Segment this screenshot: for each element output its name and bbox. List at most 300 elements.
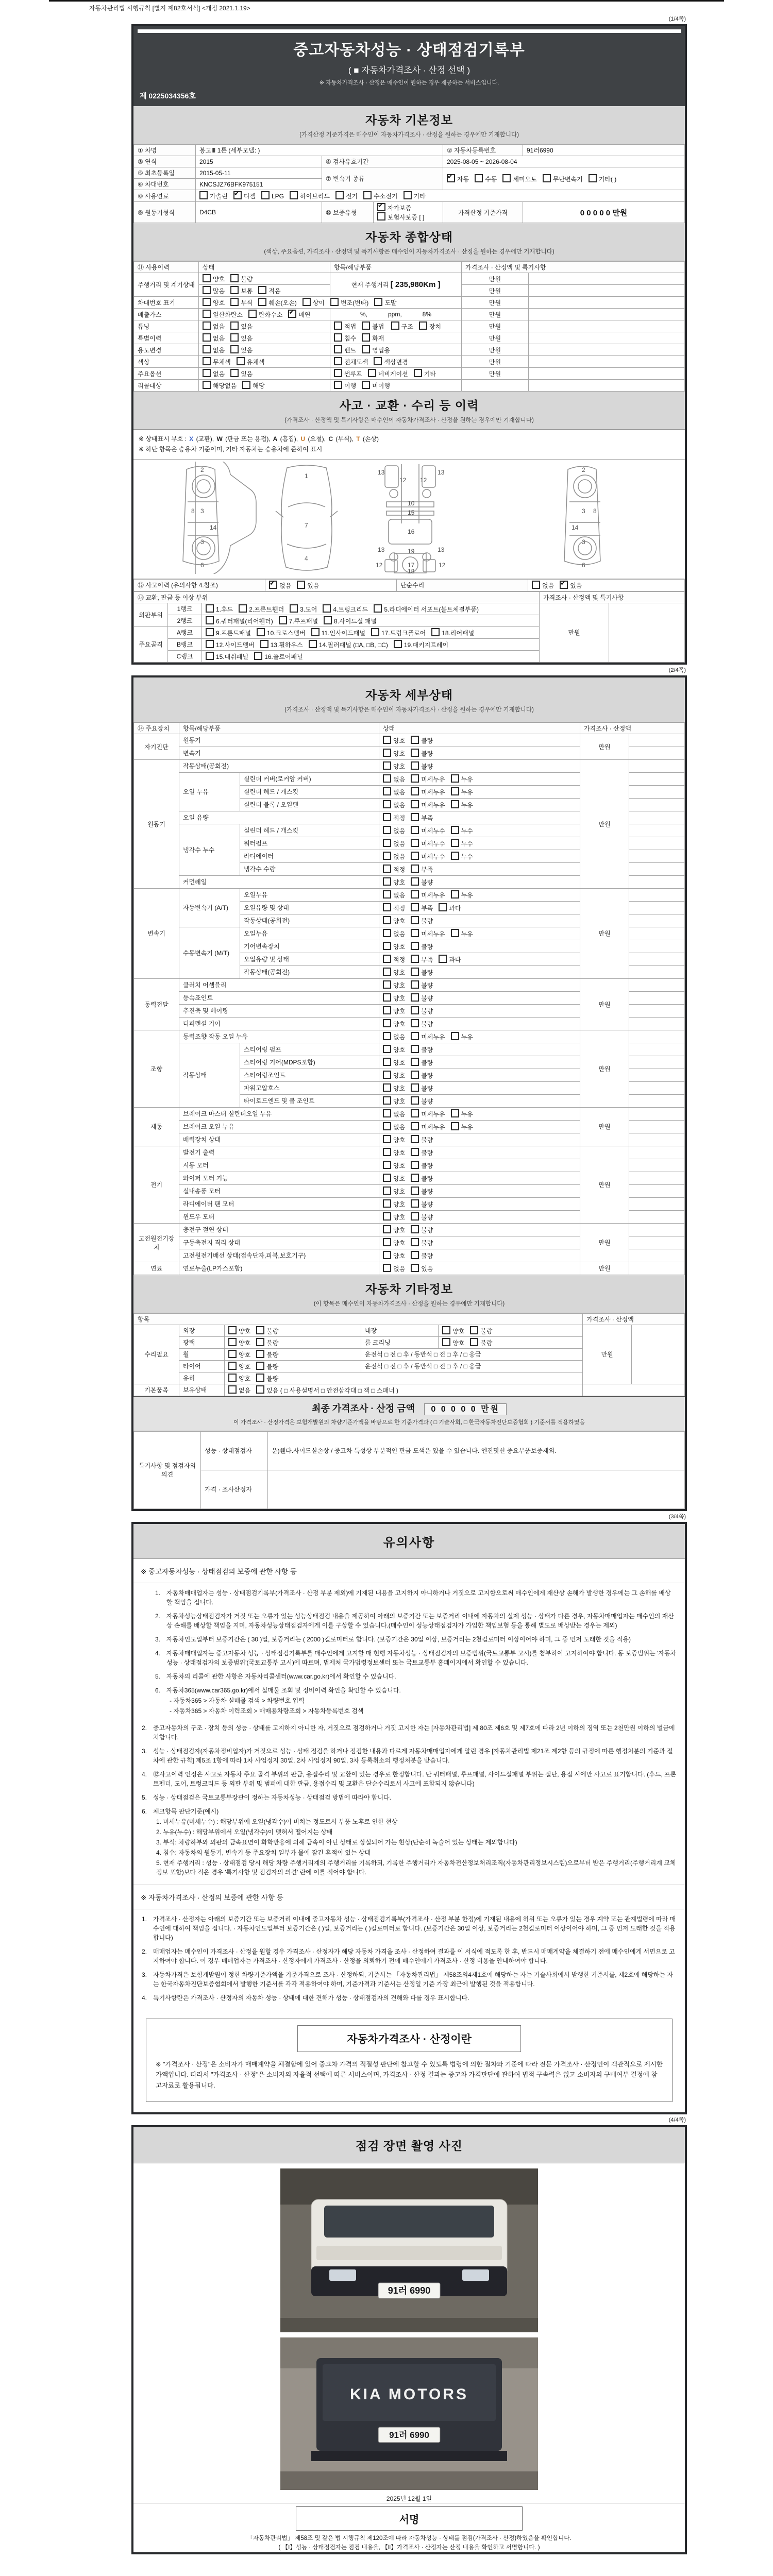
checkbox[interactable] — [230, 345, 239, 353]
checkbox-label: 불량 — [480, 1339, 493, 1347]
checkbox[interactable] — [383, 1045, 391, 1053]
checkbox[interactable] — [411, 890, 419, 899]
checkbox-label: 불량 — [421, 1097, 433, 1105]
checkbox[interactable] — [442, 1326, 450, 1334]
checkbox-option — [383, 1199, 405, 1209]
checkbox[interactable] — [439, 955, 447, 963]
detail-col-device: ⑭ 주요장치 — [134, 722, 179, 734]
checkbox[interactable] — [230, 274, 239, 282]
checkbox-checked[interactable] — [560, 581, 568, 589]
checkbox[interactable] — [383, 877, 391, 886]
checkbox[interactable] — [206, 616, 214, 624]
checkbox-option — [439, 955, 461, 964]
checkbox[interactable] — [383, 1251, 391, 1259]
checkbox-label: 영업용 — [372, 347, 390, 354]
checkbox[interactable] — [411, 1071, 419, 1079]
engine-type-value: D4CB — [196, 202, 322, 223]
checkbox[interactable] — [411, 826, 419, 834]
checkbox[interactable] — [374, 357, 382, 365]
checkbox[interactable] — [411, 774, 419, 783]
checkbox[interactable] — [411, 942, 419, 950]
notice-item-text: 자동차매매업자는 성능 · 상태점검기록부(가격조사 · 산정 부분 제외)에 기재된 내용을 고지하지 아니하거나 거짓으로 고지함으로써 매수인에게 재산상 손해가 발생한 경우에는 그 손해를 배상할 책임을 집니다. — [166, 1589, 671, 1606]
inspection-period-value: 2025-08-05 ~ 2026-08-04 — [443, 156, 685, 167]
checkbox-option — [230, 274, 253, 283]
checkbox[interactable] — [239, 604, 247, 613]
detail-price-note — [629, 1004, 685, 1017]
detail-price-note — [629, 759, 685, 772]
checkbox[interactable] — [206, 604, 214, 613]
checkbox-checked[interactable] — [233, 191, 242, 199]
checkbox[interactable] — [334, 321, 342, 330]
checkbox[interactable] — [383, 1161, 391, 1169]
checkbox[interactable] — [532, 581, 540, 589]
checkbox-label: 없음 — [393, 840, 406, 848]
checkbox[interactable] — [451, 1122, 459, 1130]
checkbox[interactable] — [206, 640, 214, 648]
checkbox[interactable] — [411, 1161, 419, 1169]
first-reg-label: ⑤ 최초등록일 — [134, 167, 196, 179]
checkbox[interactable] — [303, 298, 311, 306]
checkbox-label: 적정 — [393, 956, 406, 963]
checkbox-label: 부식 — [241, 299, 253, 307]
checkbox[interactable] — [203, 310, 211, 318]
checkbox[interactable] — [228, 1385, 237, 1394]
checkbox-option — [451, 1109, 473, 1118]
checkbox[interactable] — [411, 1058, 419, 1066]
checkbox[interactable] — [502, 174, 511, 182]
checkbox[interactable] — [411, 1148, 419, 1156]
checkbox-label: 불량 — [421, 1200, 433, 1208]
symbol-legend-prefix: ※ 상태표시 부호 : — [139, 435, 187, 443]
detail-row — [134, 1030, 685, 1043]
comp-col-part: 항목/해당부품 — [330, 262, 462, 273]
checkbox-checked[interactable] — [377, 203, 385, 211]
checkbox-checked[interactable] — [288, 310, 296, 318]
checkbox[interactable] — [260, 640, 268, 648]
checkbox[interactable] — [203, 321, 211, 330]
checkbox[interactable] — [451, 1109, 459, 1117]
checkbox[interactable] — [362, 333, 370, 342]
checkbox[interactable] — [383, 1083, 391, 1092]
checkbox-label: 기타( ) — [598, 175, 617, 183]
checkbox[interactable] — [451, 1032, 459, 1040]
notice-item-text: 자동차인도일부터 보증기간은 ( 30 )일, 보증거리는 ( 2000 )킬로미터로 합니다. (보증기간은 30일 이상, 보증거리는 2천킬로미터 이상이어야 하며, 그 중 먼저 도래한 것을 적용) — [166, 1635, 631, 1643]
notice-list-b — [133, 1723, 685, 1885]
inspector-label: 성능 · 상태점검자 — [201, 1431, 268, 1470]
checkbox[interactable] — [442, 1338, 450, 1346]
checkbox-label: 양호 — [393, 878, 406, 886]
checkbox[interactable] — [383, 1238, 391, 1246]
checkbox[interactable] — [383, 1109, 391, 1117]
checkbox-option — [532, 581, 554, 590]
detail-state-options — [379, 837, 580, 850]
checkbox[interactable] — [383, 1006, 391, 1014]
checkbox[interactable] — [383, 1122, 391, 1130]
checkbox-option — [411, 865, 433, 874]
detail-col-price: 가격조사 · 산정액 — [580, 722, 685, 734]
detail-price-note — [629, 772, 685, 785]
checkbox-label: 하이브리드 — [299, 193, 330, 200]
checkbox[interactable] — [228, 1374, 237, 1382]
checkbox-option — [269, 581, 291, 590]
hold-state-extra: ( □ 사용설명서 □ 안전삼각대 □ 잭 □ 스패너 ) — [280, 1386, 398, 1394]
checkbox[interactable] — [383, 839, 391, 847]
checkbox[interactable] — [411, 1251, 419, 1259]
notice-item-number: 1. — [155, 1589, 161, 1597]
checkbox[interactable] — [411, 916, 419, 924]
checkbox-label: 네비게이션 — [378, 370, 408, 378]
svg-text:6: 6 — [582, 561, 585, 569]
checkbox[interactable] — [411, 877, 419, 886]
checkbox[interactable] — [206, 628, 214, 636]
checkbox[interactable] — [383, 1212, 391, 1221]
checkbox[interactable] — [228, 1362, 237, 1370]
detail-item-label: 디퍼렌셜 기어 — [179, 1017, 379, 1030]
checkbox[interactable] — [411, 1238, 419, 1246]
checkbox[interactable] — [411, 852, 419, 860]
checkbox[interactable] — [199, 191, 208, 199]
notice-item-text: 매매업자는 매수인이 가격조사 · 산정을 원할 경우 가격조사 · 산정자가 해당 자동차 가격을 조사 · 산정하여 결과를 이 서식에 적도록 한 후, 반드시 매매계약을 체결하기 전에 매수인에게 서면으로 고지하여야 합니다. 이 경우 매매업자는 가격조사 · 산정자에게 가격조사 · 산정을 의뢰하기 전에 매수인에게 가격조사 · 산정 비용을 안내하여야 합니다. — [153, 1947, 675, 1964]
photo-front — [280, 2168, 538, 2332]
checkbox[interactable] — [383, 903, 391, 911]
checkbox[interactable] — [411, 1199, 419, 1208]
checkbox[interactable] — [258, 298, 266, 306]
checkbox-checked[interactable] — [269, 581, 277, 589]
exchange-label: ⑬ 교환, 판금 등 이상 부위 — [134, 591, 540, 603]
checkbox-label: 미이행 — [372, 382, 390, 389]
checkbox[interactable] — [411, 736, 419, 744]
checkbox[interactable] — [411, 980, 419, 989]
checkbox-label: 누유 — [461, 891, 473, 899]
checkbox[interactable] — [404, 191, 412, 199]
checkbox-label: 불량 — [266, 1327, 279, 1335]
checkbox[interactable] — [256, 1326, 264, 1334]
checkbox[interactable] — [383, 826, 391, 834]
checkbox[interactable] — [383, 916, 391, 924]
svg-text:15: 15 — [408, 509, 415, 516]
checkbox[interactable] — [451, 774, 459, 783]
checkbox[interactable] — [383, 968, 391, 976]
checkbox[interactable] — [230, 369, 239, 377]
detail-row — [134, 888, 685, 901]
recall-options-1 — [199, 380, 330, 392]
checkbox[interactable] — [451, 826, 459, 834]
checkbox[interactable] — [411, 749, 419, 757]
detail-item-label: 브레이크 마스터 실린더오일 누유 — [179, 1107, 379, 1120]
checkbox[interactable] — [383, 993, 391, 1002]
wheel-positions: 운전석 □ 전 □ 후 / 동반석 □ 전 □ 후 / □ 응급 — [361, 1348, 583, 1360]
rankB-label: B랭크 — [168, 638, 202, 650]
checkbox[interactable] — [411, 1122, 419, 1130]
checkbox[interactable] — [206, 652, 214, 660]
checkbox[interactable] — [383, 787, 391, 795]
checkbox[interactable] — [374, 298, 382, 306]
checkbox[interactable] — [256, 1362, 264, 1370]
checkbox-option — [411, 787, 445, 796]
detail-item-label: 오일유량 및 상태 — [240, 901, 379, 914]
usage-change-label: 용도변경 — [134, 344, 199, 356]
checkbox[interactable] — [230, 321, 239, 330]
detail-price-note — [629, 798, 685, 811]
interior-options — [439, 1325, 583, 1336]
checkbox[interactable] — [203, 381, 211, 389]
checkbox[interactable] — [311, 628, 320, 636]
checkbox[interactable] — [411, 1096, 419, 1105]
checkbox[interactable] — [411, 839, 419, 847]
checkbox[interactable] — [228, 1350, 237, 1358]
checkbox[interactable] — [383, 955, 391, 963]
comp-col-state: 상태 — [199, 262, 330, 273]
checkbox[interactable] — [411, 1264, 419, 1272]
checkbox[interactable] — [411, 1032, 419, 1040]
checkbox[interactable] — [203, 357, 211, 365]
checkbox[interactable] — [411, 800, 419, 808]
checkbox[interactable] — [411, 1045, 419, 1053]
final-price-label: 최종 가격조사 · 산정 금액 — [312, 1403, 415, 1414]
checkbox-label: 양호 — [239, 1351, 251, 1359]
checkbox-option — [383, 800, 405, 809]
checkbox[interactable] — [377, 212, 385, 221]
checkbox[interactable] — [203, 345, 211, 353]
checkbox[interactable] — [439, 903, 447, 911]
checkbox[interactable] — [383, 1199, 391, 1208]
detail-row — [134, 1223, 685, 1236]
checkbox-option — [404, 191, 426, 200]
checkbox-label: 불량 — [421, 1188, 433, 1195]
checkbox[interactable] — [228, 1338, 237, 1346]
checkbox[interactable] — [470, 1326, 478, 1334]
checkbox-option — [411, 877, 433, 887]
checkbox[interactable] — [411, 955, 419, 963]
checkbox-option — [309, 640, 388, 649]
checkbox[interactable] — [228, 1326, 237, 1334]
car-diagram-svg — [138, 462, 684, 574]
checkbox[interactable] — [391, 321, 399, 330]
checkbox[interactable] — [451, 800, 459, 808]
checkbox[interactable] — [230, 298, 239, 306]
checkbox[interactable] — [470, 1338, 478, 1346]
checkbox[interactable] — [411, 1174, 419, 1182]
checkbox-option — [362, 345, 390, 354]
checkbox[interactable] — [383, 813, 391, 821]
checkbox-label: 양호 — [393, 969, 406, 976]
checkbox[interactable] — [371, 628, 379, 636]
checkbox[interactable] — [368, 369, 376, 377]
checkbox[interactable] — [335, 191, 344, 199]
checkbox[interactable] — [290, 604, 298, 613]
checkbox[interactable] — [383, 1019, 391, 1027]
checkbox-label: 누유 — [461, 1110, 473, 1118]
checkbox[interactable] — [334, 357, 342, 365]
checkbox[interactable] — [383, 761, 391, 770]
checkbox[interactable] — [383, 749, 391, 757]
checkbox[interactable] — [362, 381, 370, 389]
checkbox[interactable] — [411, 903, 419, 911]
current-mileage-value: [ 235,980Km ] — [390, 280, 441, 289]
checkbox[interactable] — [383, 980, 391, 989]
checkbox[interactable] — [383, 736, 391, 744]
checkbox[interactable] — [419, 321, 427, 330]
checkbox[interactable] — [324, 616, 332, 624]
checkbox-label: 있음 — [266, 1386, 279, 1394]
checkbox[interactable] — [383, 800, 391, 808]
checkbox[interactable] — [431, 628, 440, 636]
svg-text:19: 19 — [408, 547, 415, 555]
checkbox[interactable] — [261, 191, 270, 199]
checkbox[interactable] — [383, 1058, 391, 1066]
checkbox[interactable] — [383, 1174, 391, 1182]
comp-col-price: 가격조사 · 산정액 및 특기사항 — [462, 262, 685, 273]
symbol-code: W — [215, 435, 223, 443]
checkbox-option — [334, 333, 356, 343]
detail-header — [133, 677, 685, 722]
checkbox[interactable] — [374, 604, 382, 613]
checkbox[interactable] — [383, 890, 391, 899]
checkbox-label: 양호 — [393, 1239, 406, 1247]
checkbox[interactable] — [383, 852, 391, 860]
checkbox[interactable] — [383, 774, 391, 783]
checkbox-option — [451, 826, 473, 835]
checkbox[interactable] — [290, 191, 298, 199]
checkbox[interactable] — [383, 1264, 391, 1272]
checkbox-label: 렌트 — [344, 347, 357, 354]
detail-group-label: 작동상태 — [179, 1043, 240, 1107]
checkbox[interactable] — [203, 286, 211, 294]
document-number: 제 0225034356호 — [140, 92, 196, 100]
checkbox-option — [411, 1071, 433, 1080]
checkbox[interactable] — [411, 813, 419, 821]
checkbox[interactable] — [451, 852, 459, 860]
checkbox[interactable] — [383, 1187, 391, 1195]
checkbox[interactable] — [334, 381, 342, 389]
checkbox[interactable] — [411, 865, 419, 873]
checkbox[interactable] — [451, 929, 459, 937]
checkbox[interactable] — [475, 174, 483, 182]
checkbox[interactable] — [362, 321, 370, 330]
notice-list-c — [133, 1909, 685, 2010]
checkbox[interactable] — [411, 1187, 419, 1195]
detail-item-label: 시동 모터 — [179, 1159, 379, 1172]
checkbox[interactable] — [543, 174, 551, 182]
notice-item-text: 자동차가격은 보험개발원이 정한 차량기준가액을 기준가격으로 조사 · 산정하되, 기준서는 「자동차관리법」 제58조의4제1호에 해당하는 자는 기술사회에서 발행한 기준서를, 제2호에 해당하는 자는 한국자동차진단보증협회에서 발행한 기준서를 각각 적용하여야 하며, 기준가격과 기준서는 산정일 기준 가장 최근에 발행된 것을 적용합니다. — [153, 1971, 674, 1988]
checkbox[interactable] — [411, 1109, 419, 1117]
checkbox[interactable] — [451, 787, 459, 795]
checkbox-option — [502, 174, 536, 183]
checkbox[interactable] — [297, 581, 305, 589]
checkbox[interactable] — [383, 1148, 391, 1156]
notice-list-a — [133, 1583, 685, 1723]
checkbox[interactable] — [237, 357, 245, 365]
checkbox[interactable] — [248, 310, 257, 318]
checkbox[interactable] — [383, 929, 391, 937]
checkbox[interactable] — [242, 381, 250, 389]
checkbox-label: 자동 — [457, 175, 469, 183]
checkbox[interactable] — [258, 286, 266, 294]
checkbox[interactable] — [411, 1135, 419, 1143]
checkbox[interactable] — [323, 604, 331, 613]
checkbox[interactable] — [589, 174, 597, 182]
checkbox[interactable] — [411, 1006, 419, 1014]
detail-price-note — [629, 837, 685, 850]
checkbox[interactable] — [411, 1225, 419, 1233]
checkbox-option — [383, 1174, 405, 1183]
checkbox[interactable] — [203, 274, 211, 282]
checkbox[interactable] — [230, 286, 239, 294]
checkbox-label: 없음 — [213, 335, 225, 342]
checkbox[interactable] — [362, 345, 370, 353]
checkbox[interactable] — [203, 369, 211, 377]
checkbox[interactable] — [256, 1338, 264, 1346]
checkbox-label: 불량 — [421, 1046, 433, 1054]
checkbox[interactable] — [383, 1225, 391, 1233]
checkbox[interactable] — [383, 1135, 391, 1143]
checkbox-label: 보통 — [241, 287, 253, 295]
rank-price-note — [609, 603, 685, 662]
fuel-options — [196, 190, 685, 202]
checkbox[interactable] — [411, 929, 419, 937]
main-options-2 — [330, 368, 462, 380]
checkbox[interactable] — [256, 1385, 264, 1394]
checkbox[interactable] — [451, 839, 459, 847]
checkbox[interactable] — [414, 369, 422, 377]
main-options-note — [529, 368, 685, 380]
notice-subheading-2: ※ 자동차가격조사 · 산정의 보증에 관한 사항 등 — [133, 1885, 685, 1909]
detail-price-note — [629, 734, 685, 747]
checkbox[interactable] — [411, 1212, 419, 1221]
checkbox[interactable] — [279, 616, 287, 624]
detail-price-note — [629, 901, 685, 914]
checkbox[interactable] — [411, 787, 419, 795]
detail-group-label: 오일 누유 — [179, 772, 240, 811]
checkbox[interactable] — [309, 640, 317, 648]
checkbox[interactable] — [330, 298, 339, 306]
checkbox[interactable] — [383, 1071, 391, 1079]
checkbox[interactable] — [451, 890, 459, 899]
checkbox[interactable] — [334, 345, 342, 353]
checkbox-label: 무단변속기 — [552, 175, 583, 183]
checkbox[interactable] — [363, 191, 372, 199]
checkbox[interactable] — [257, 628, 265, 636]
checkbox[interactable] — [411, 761, 419, 770]
checkbox[interactable] — [254, 652, 262, 660]
checkbox[interactable] — [394, 640, 402, 648]
checkbox[interactable] — [256, 1350, 264, 1358]
checkbox[interactable] — [334, 369, 342, 377]
checkbox[interactable] — [383, 865, 391, 873]
page4-block — [131, 2125, 687, 2555]
checkbox[interactable] — [230, 333, 239, 342]
checkbox[interactable] — [203, 298, 211, 306]
checkbox-checked[interactable] — [447, 174, 455, 182]
checkbox[interactable] — [411, 1019, 419, 1027]
detail-item-label: 워터펌프 — [240, 837, 379, 850]
detail-price-note — [629, 1159, 685, 1172]
checkbox-option — [199, 191, 228, 200]
checkbox[interactable] — [383, 942, 391, 950]
checkbox[interactable] — [334, 333, 342, 342]
checkbox[interactable] — [411, 1083, 419, 1092]
checkbox[interactable] — [411, 968, 419, 976]
checkbox[interactable] — [383, 1096, 391, 1105]
final-price-row — [133, 1396, 685, 1431]
checkbox[interactable] — [411, 993, 419, 1002]
checkbox[interactable] — [383, 1032, 391, 1040]
checkbox[interactable] — [256, 1374, 264, 1382]
svg-text:8: 8 — [593, 507, 597, 515]
notice-item-text: 자동차성능상태점검자가 거짓 또는 오류가 있는 성능상태점검 내용을 제공하여 아래의 보증기간 또는 보증거리 이내에 자동차의 실제 성능 · 상태가 다른 경우, 자동차매매업자는 매수인의 재산상 손해를 배상할 책임을 지며, 자동차성능상태점검자에게 이를 구상할 수 있습니다.(매수인이 성능상태점검자가 가입한 책임보험 등을 통해 별도로 배상받는 경우는 제외) — [166, 1612, 674, 1629]
checkbox-label: LPG — [271, 193, 284, 200]
checkbox[interactable] — [203, 333, 211, 342]
